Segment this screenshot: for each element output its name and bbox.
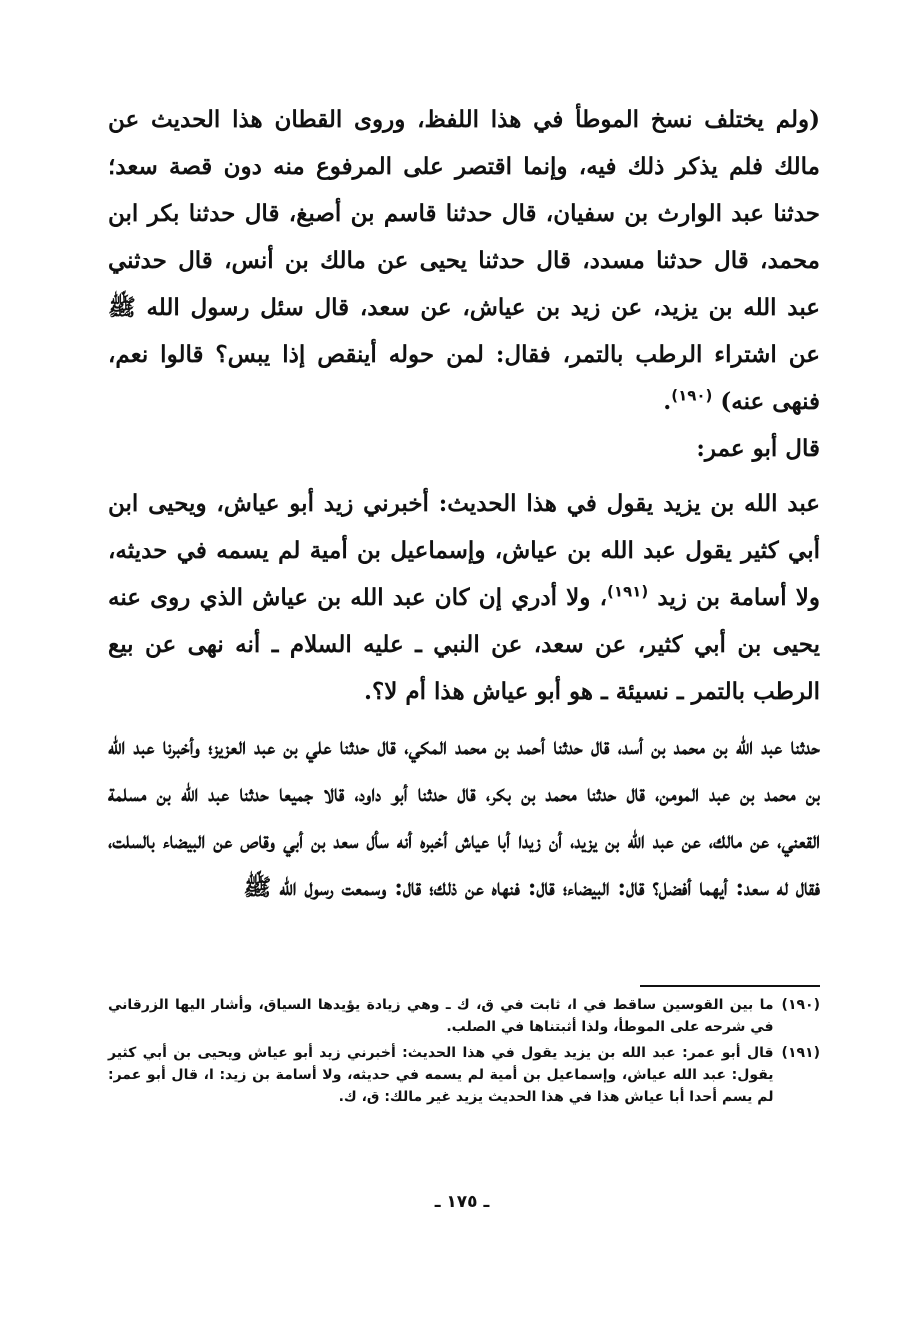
footnote-number: (١٩٠) [781, 997, 820, 1013]
footnote-text: قال أبو عمر: عبد الله بن يزيد يقول في هذا الحديث: أخبرني زيد أبو عياش ويحيى بن أبي كثير يقول: عبد الله عياش، وإسماعيل بن أمية لم يسمه في حديثه، ولا أسامة بن زيد: ا، قال أبو عمر: لم يسم أحدا أبا عياش هذا في هذا الحديث يزيد غير مالك: ق، ك. [108, 1045, 774, 1105]
paragraph-1 [108, 96, 820, 425]
main-text-block [108, 96, 820, 911]
footnote-190 [108, 994, 820, 1038]
footnote-divider [640, 985, 820, 987]
footnote-number: (١٩١) [781, 1045, 820, 1061]
section-heading: قال أبو عمر: [696, 435, 820, 462]
paragraph-1-end: . [663, 388, 672, 415]
paragraph-2 [108, 480, 820, 715]
footnote-text: ما بين القوسين ساقط في ا، ثابت في ق، ك ـ وهي زيادة يؤيدها السياق، وأشار اليها الزرقاني في شرحه على الموطأ، ولذا أثبتناها في الصلب. [108, 997, 774, 1035]
footnote-ref-191[interactable]: (١٩١) [607, 582, 649, 601]
footnote-191 [108, 1042, 820, 1108]
paragraph-2-text-b: ، ولا أدري إن كان عبد الله بن عياش الذي روى عنه يحيى بن أبي كثير، عن سعد، عن النبي ـ عليه السلام ـ أنه نهى عن بيع الرطب بالتمر ـ نسيئة ـ هو أبو عياش هذا أم لا؟. [108, 584, 820, 705]
page-number: ـ ١٧٥ ـ [434, 1192, 490, 1212]
paragraph-1-text: (ولم يختلف نسخ الموطأ في هذا اللفظ، وروى القطان هذا الحديث عن مالك فلم يذكر ذلك فيه، وإنما اقتصر على المرفوع منه دون قصة سعد؛ حدثنا عبد الوارث بن سفيان، قال حدثنا قاسم بن أصبغ، قال حدثنا بكر ابن محمد، قال حدثنا مسدد، قال حدثنا يحيى عن مالك بن أنس، قال حدثني عبد الله بن يزيد، عن زيد بن عياش، عن سعد، قال سئل رسول الله ﷺ عن اشتراء الرطب بالتمر، فقال: لمن حوله أينقص إذا يبس؟ قالوا نعم، فنهى عنه) [108, 106, 820, 415]
paragraph-3 [108, 723, 820, 911]
paragraph-3-text: حدثنا عبد الله بن محمد بن أسد، قال حدثنا أحمد بن محمد المكي، قال حدثنا علي بن عبد العزيز؛ وأخبرنا عبد الله بن محمد بن عبد المومن، قال حدثنا محمد بن بكر، قال حدثنا أبو داود، قالا جميعا حدثنا عبد الله بن مسلمة القعني، عن مالك، عن عبد الله بن يزيد، أن زيدا أبا عياش أخبره أنه سأل سعد بن أبي وقاص عن البيضاء بالسلت، فقال له سعد: أيهما أفضل؟ قال: البيضاء؛ قال: فنهاه عن ذلك؛ قال: وسمعت رسول الله ﷺ [108, 733, 820, 901]
footnote-ref-190[interactable]: (١٩٠) [671, 386, 713, 405]
footnotes [108, 994, 820, 1112]
paragraph-2-text-a: عبد الله بن يزيد يقول في هذا الحديث: أخبرني زيد أبو عياش، ويحيى ابن أبي كثير يقول عبد الله بن عياش، وإسماعيل بن أمية لم يسمه في حديثه، ولا أسامة بن زيد [108, 490, 821, 611]
